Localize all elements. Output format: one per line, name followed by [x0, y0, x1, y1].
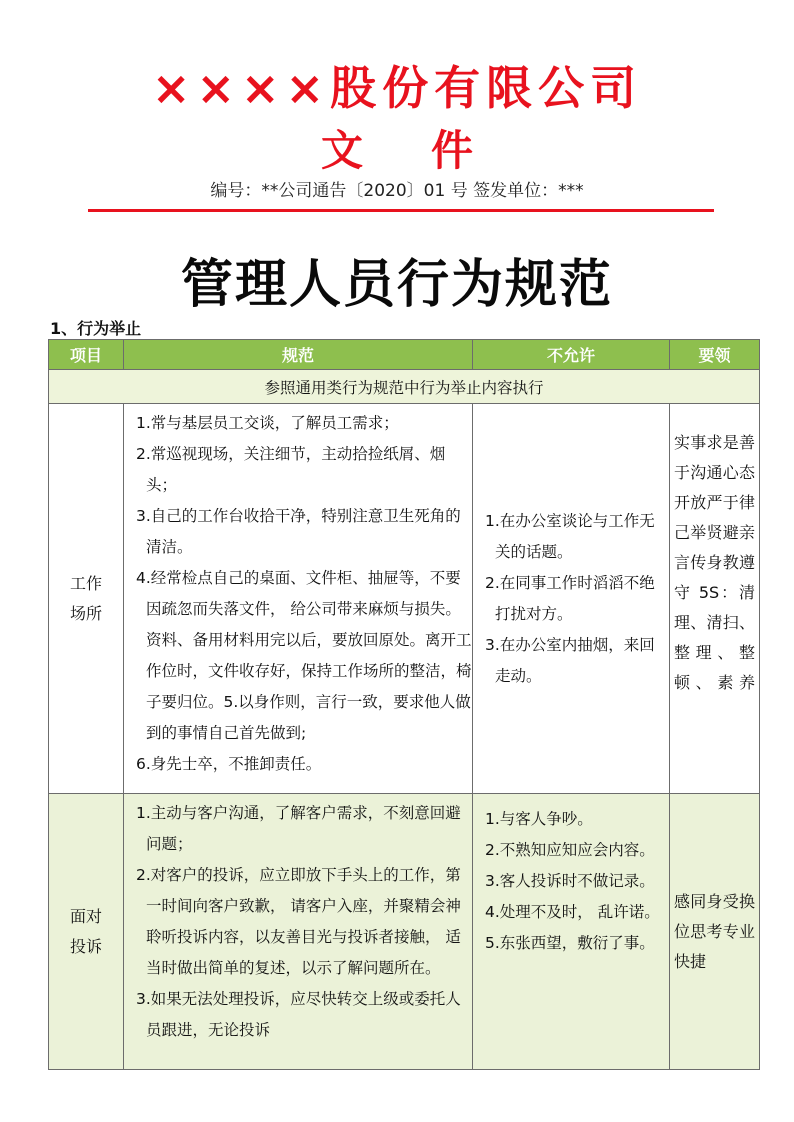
norm-item: 3.如果无法处理投诉，应尽快转交上级或委托人员跟进，无论投诉 [136, 990, 461, 1039]
forbidden-item: 1.与客人争吵。 [485, 810, 593, 828]
key-points-cell: 感同身受换位思考专业快捷 [670, 794, 760, 1070]
reference-row [49, 370, 760, 404]
section-heading: 1、行为举止 [50, 319, 142, 338]
forbidden-cell [473, 794, 670, 1070]
col-header-forbidden: 不允许 [473, 340, 670, 370]
norm-item: 2.对客户的投诉，应立即放下手头上的工作，第一时间向客户致歉， 请客户入座，并聚精会神聆听投诉内容，以友善目光与投诉者接触， 适当时做出简单的复述，以示了解问题所在。 [136, 866, 461, 977]
norm-item: 3.自己的工作台收拾干净，特别注意卫生死角的清洁。 [136, 507, 461, 556]
table-row [49, 404, 760, 794]
forbidden-item: 5.东张西望，敷衍了事。 [485, 934, 655, 952]
company-name: ××××股份有限公司 [151, 61, 643, 115]
norm-item: 2.常巡视现场，关注细节，主动拾捡纸屑、烟头； [136, 445, 446, 494]
norm-item: 6.身先士卒，不推卸责任。 [136, 755, 322, 773]
forbidden-item: 3.客人投诉时不做记录。 [485, 872, 655, 890]
document-number: 编号：**公司通告〔2020〕01 号 签发单位：*** [210, 181, 584, 201]
table-header-row [49, 340, 760, 370]
category-cell [49, 404, 124, 794]
document-word: 文件 [320, 126, 541, 175]
category-line: 投诉 [69, 936, 102, 956]
forbidden-item: 1.在办公室谈论与工作无关的话题。 [485, 511, 655, 561]
page-title: 管理人员行为规范 [180, 255, 613, 315]
category-line: 场所 [69, 603, 102, 623]
category-cell [49, 794, 124, 1070]
norms-cell [124, 404, 473, 794]
key-points-cell: 实事求是善于沟通心态开放严于律己举贤避亲言传身教遵守 5S：清理、清扫、整理、整顿、素养 [670, 404, 760, 794]
category-line: 面对 [69, 906, 102, 926]
col-header-key-points: 要领 [670, 340, 760, 370]
col-header-item: 项目 [49, 340, 124, 370]
forbidden-item: 3.在办公室内抽烟，来回走动。 [485, 635, 655, 685]
behavior-table [48, 339, 760, 1070]
table-row [49, 794, 760, 1070]
norm-item: 1.主动与客户沟通，了解客户需求，不刻意回避问题； [136, 804, 461, 853]
norms-cell [124, 794, 473, 1070]
forbidden-cell [473, 404, 670, 794]
norm-item: 4.经常检点自己的桌面、文件柜、抽屉等，不要因疏忽而失落文件， 给公司带来麻烦与损失。资料、备用材料用完以后，要放回原处。离开工作位时，文件收存好，保持工作场所的整洁，椅子要归位。5.以身作则，言行一致，要求他人做到的事情自己首先做到; [136, 569, 472, 742]
red-divider [88, 209, 714, 212]
forbidden-item: 2.在同事工作时滔滔不绝打扰对方。 [485, 573, 655, 623]
forbidden-item: 4.处理不及时， 乱许诺。 [485, 903, 660, 921]
norm-item: 1.常与基层员工交谈，了解员工需求； [136, 414, 399, 432]
col-header-norms: 规范 [124, 340, 473, 370]
forbidden-item: 2.不熟知应知应会内容。 [485, 841, 655, 859]
category-line: 工作 [69, 573, 102, 593]
reference-text: 参照通用类行为规范中行为举止内容执行 [49, 370, 760, 404]
